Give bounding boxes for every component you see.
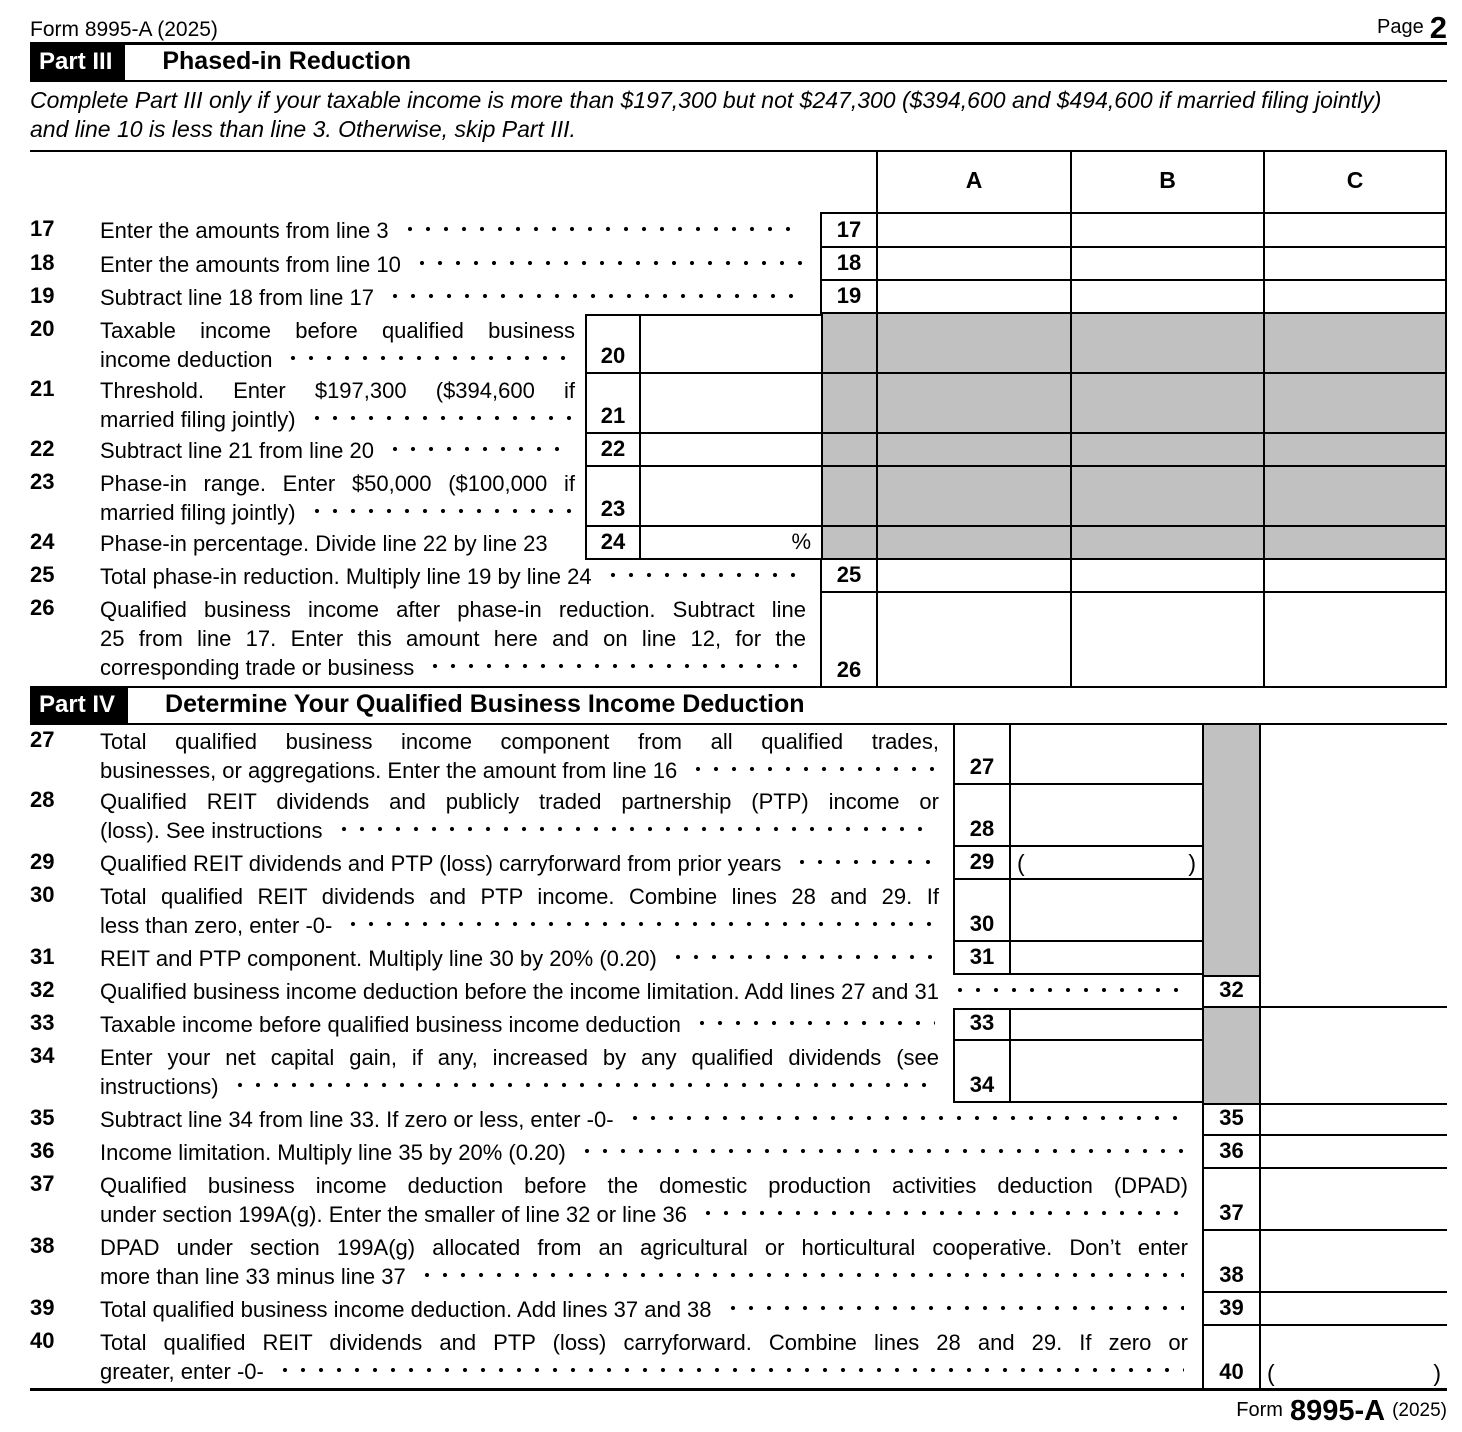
line-number-23: 23 bbox=[30, 469, 55, 494]
form-row-25 bbox=[30, 560, 1447, 593]
row-18-box-number: 18 bbox=[820, 248, 876, 281]
row-19-entry-b[interactable] bbox=[1070, 281, 1263, 314]
row-40-description: Total qualified REIT dividends and PTP (loss) carryforward. Combine lines 28 and 29. If zero or greater, enter -0- bbox=[100, 1330, 1188, 1384]
row-27-entry[interactable] bbox=[1009, 725, 1202, 785]
shaded-cell bbox=[1263, 374, 1447, 434]
row-26-entry-b[interactable] bbox=[1070, 593, 1263, 686]
row-21-description: Threshold. Enter $197,300 ($394,600 if married filing jointly) bbox=[100, 378, 575, 432]
form-row-26 bbox=[30, 593, 1447, 686]
shaded-cell bbox=[876, 467, 1070, 527]
line-number-31: 31 bbox=[30, 944, 55, 969]
line-number-30: 30 bbox=[30, 882, 55, 907]
row-20-box-number: 20 bbox=[585, 314, 639, 374]
form-row-38 bbox=[30, 1231, 1447, 1293]
part3-title: Phased-in Reduction bbox=[162, 47, 411, 75]
row-29-box-number: 29 bbox=[953, 847, 1009, 880]
line-number-27: 27 bbox=[30, 727, 55, 752]
shaded-cell bbox=[1263, 314, 1447, 374]
paren-close: ) bbox=[1188, 850, 1196, 876]
column-header-b: B bbox=[1070, 152, 1263, 214]
line-number-40: 40 bbox=[30, 1328, 55, 1353]
shaded-cell bbox=[821, 314, 876, 374]
line-number-18: 18 bbox=[30, 250, 55, 275]
spacer bbox=[575, 434, 585, 467]
blank-region bbox=[1261, 847, 1447, 880]
paren-close: ) bbox=[1433, 1360, 1441, 1386]
form-id: Form 8995-A (2025) bbox=[30, 18, 218, 41]
form-row-21 bbox=[30, 374, 1447, 434]
row-23-box-number: 23 bbox=[585, 467, 639, 527]
row-31-description: REIT and PTP component. Multiply line 30 by 20% (0.20) bbox=[100, 942, 953, 975]
form-row-36 bbox=[30, 1136, 1447, 1169]
row-17-description: Enter the amounts from line 3 bbox=[100, 214, 820, 248]
instructions-line: Complete Part III only if your taxable income is more than $197,300 but not $247,300 ($394,600 and $494,600 if married filing jointly) bbox=[30, 87, 1382, 113]
row-18-entry-c[interactable] bbox=[1263, 248, 1447, 281]
shaded-cell bbox=[821, 374, 876, 434]
line-number-25: 25 bbox=[30, 562, 55, 587]
row-32-box-number: 32 bbox=[1202, 975, 1261, 1008]
row-22-entry[interactable] bbox=[639, 434, 821, 467]
shaded-cell bbox=[821, 434, 876, 467]
part3-header bbox=[30, 42, 1447, 82]
form-row-19 bbox=[30, 281, 1447, 314]
dotted-leader bbox=[576, 1138, 1184, 1167]
line-number-39: 39 bbox=[30, 1295, 55, 1320]
blank-region bbox=[1261, 942, 1447, 975]
shaded-strip bbox=[1202, 847, 1261, 880]
row-33-description: Taxable income before qualified business income deduction bbox=[100, 1008, 953, 1041]
form-row-17 bbox=[30, 214, 1447, 248]
dotted-leader bbox=[229, 1072, 935, 1101]
form-row-23 bbox=[30, 467, 1447, 527]
row-27-description: Total qualified business income component from all qualified trades, businesses, or aggregations. Enter the amount from line 16 bbox=[100, 729, 939, 783]
dotted-leader bbox=[416, 1262, 1184, 1291]
part3-instructions bbox=[30, 82, 1447, 152]
spacer bbox=[575, 314, 585, 374]
line-number-37: 37 bbox=[30, 1171, 55, 1196]
form-row-31 bbox=[30, 942, 1447, 975]
row-24-entry[interactable] bbox=[639, 527, 821, 560]
dotted-leader bbox=[274, 1357, 1184, 1386]
line-number-26: 26 bbox=[30, 595, 55, 620]
row-30-box-number: 30 bbox=[953, 880, 1009, 942]
row-18-entry-b[interactable] bbox=[1070, 248, 1263, 281]
row-23-entry[interactable] bbox=[639, 467, 821, 527]
shaded-cell bbox=[821, 527, 876, 560]
dotted-leader bbox=[399, 216, 802, 245]
shaded-strip bbox=[1202, 880, 1261, 942]
page-indicator bbox=[1377, 10, 1447, 45]
shaded-cell bbox=[1070, 314, 1263, 374]
part4-label: Part IV bbox=[30, 688, 128, 723]
row-33-entry[interactable] bbox=[1009, 1008, 1202, 1041]
form-row-40 bbox=[30, 1326, 1447, 1388]
column-header-c: C bbox=[1263, 152, 1447, 214]
shaded-cell bbox=[876, 434, 1070, 467]
instructions-line: and line 10 is less than line 3. Otherwise, skip Part III. bbox=[30, 116, 576, 142]
dotted-leader bbox=[697, 1200, 1184, 1229]
form-row-30 bbox=[30, 880, 1447, 942]
page-footer bbox=[30, 1391, 1447, 1425]
line-number-28: 28 bbox=[30, 787, 55, 812]
shaded-strip bbox=[1202, 942, 1261, 975]
form-row-39 bbox=[30, 1293, 1447, 1326]
abc-header-row bbox=[30, 152, 1447, 214]
row-18-entry-a[interactable] bbox=[876, 248, 1070, 281]
row-26-entry-c[interactable] bbox=[1263, 593, 1447, 686]
row-28-box-number: 28 bbox=[953, 785, 1009, 847]
form-row-20 bbox=[30, 314, 1447, 374]
part4-title: Determine Your Qualified Business Income Deduction bbox=[165, 690, 805, 718]
form-row-34 bbox=[30, 1041, 1447, 1103]
row-39-box-number: 39 bbox=[1202, 1293, 1261, 1326]
row-38-box-number: 38 bbox=[1202, 1231, 1261, 1293]
part4-header bbox=[30, 686, 1447, 725]
footer-form-year: (2025) bbox=[1392, 1400, 1447, 1421]
form-row-28 bbox=[30, 785, 1447, 847]
row-20-description: Taxable income before qualified business income deduction bbox=[100, 318, 575, 372]
page-label: Page bbox=[1377, 16, 1424, 38]
row-25-description: Total phase-in reduction. Multiply line 19 by line 24 bbox=[100, 560, 820, 593]
footer-form-number: 8995-A bbox=[1289, 1395, 1386, 1427]
blank-region bbox=[1261, 725, 1447, 785]
row-34-box-number: 34 bbox=[953, 1041, 1009, 1103]
line-number-17: 17 bbox=[30, 216, 55, 241]
blank-region bbox=[1261, 1008, 1447, 1041]
page-header bbox=[30, 0, 1447, 45]
row-25-entry-b[interactable] bbox=[1070, 560, 1263, 593]
row-40-entry[interactable] bbox=[1261, 1326, 1447, 1388]
dotted-leader bbox=[384, 436, 571, 465]
shaded-strip bbox=[1202, 1041, 1261, 1103]
blank-region bbox=[1261, 785, 1447, 847]
paren-open: ( bbox=[1017, 850, 1025, 876]
row-37-description: Qualified business income deduction before the domestic production activities deduction (DPAD) under section 199A(g). Enter the smaller of line 32 or line 36 bbox=[100, 1173, 1188, 1227]
line-number-33: 33 bbox=[30, 1010, 55, 1035]
line-number-36: 36 bbox=[30, 1138, 55, 1163]
row-25-box-number: 25 bbox=[820, 560, 876, 593]
row-26-description: Qualified business income after phase-in reduction. Subtract line 25 from line 17. Enter this amount here and on line 12, for the corresponding trade or business bbox=[100, 597, 806, 680]
row-25-entry-c[interactable] bbox=[1263, 560, 1447, 593]
row-30-description: Total qualified REIT dividends and PTP income. Combine lines 28 and 29. If less than zero, enter -0- bbox=[100, 884, 939, 938]
dotted-leader bbox=[282, 345, 571, 374]
shaded-cell bbox=[821, 467, 876, 527]
shaded-cell bbox=[1263, 467, 1447, 527]
blank-region bbox=[1261, 880, 1447, 942]
row-26-box-number: 26 bbox=[820, 593, 876, 686]
dotted-leader bbox=[791, 849, 935, 878]
row-28-entry[interactable] bbox=[1009, 785, 1202, 847]
form-row-27 bbox=[30, 725, 1447, 785]
footer-form-label: Form bbox=[1236, 1399, 1283, 1421]
part3-label: Part III bbox=[30, 45, 125, 80]
row-17-box-number: 17 bbox=[820, 214, 876, 248]
row-32-description: Qualified business income deduction before the income limitation. Add lines 27 and 31 bbox=[100, 975, 1202, 1008]
row-36-description: Income limitation. Multiply line 35 by 20% (0.20) bbox=[100, 1136, 1202, 1169]
shaded-strip bbox=[1202, 1008, 1261, 1041]
spacer bbox=[575, 527, 585, 560]
page-number: 2 bbox=[1429, 10, 1447, 45]
dotted-leader bbox=[949, 977, 1184, 1006]
shaded-cell bbox=[1263, 434, 1447, 467]
row-31-box-number: 31 bbox=[953, 942, 1009, 975]
percent-suffix: % bbox=[791, 529, 811, 554]
row-18-description: Enter the amounts from line 10 bbox=[100, 248, 820, 281]
spacer bbox=[575, 467, 585, 527]
row-37-entry[interactable] bbox=[1261, 1169, 1447, 1231]
row-34-entry[interactable] bbox=[1009, 1041, 1202, 1103]
line-number-19: 19 bbox=[30, 283, 55, 308]
row-22-box-number: 22 bbox=[585, 434, 639, 467]
row-17-entry-c[interactable] bbox=[1263, 214, 1447, 248]
row-30-entry[interactable] bbox=[1009, 880, 1202, 942]
row-22-description: Subtract line 21 from line 20 bbox=[100, 434, 575, 467]
row-17-entry-b[interactable] bbox=[1070, 214, 1263, 248]
row-29-description: Qualified REIT dividends and PTP (loss) carryforward from prior years bbox=[100, 847, 953, 880]
column-header-a: A bbox=[876, 152, 1070, 214]
row-32-entry[interactable] bbox=[1261, 975, 1447, 1008]
row-19-box-number: 19 bbox=[820, 281, 876, 314]
dotted-leader bbox=[624, 1105, 1184, 1134]
line-number-21: 21 bbox=[30, 376, 55, 401]
dotted-leader bbox=[687, 756, 935, 785]
shaded-cell bbox=[1070, 527, 1263, 560]
row-35-description: Subtract line 34 from line 33. If zero or less, enter -0- bbox=[100, 1103, 1202, 1136]
row-19-description: Subtract line 18 from line 17 bbox=[100, 281, 820, 314]
row-21-entry[interactable] bbox=[639, 374, 821, 434]
shaded-cell bbox=[876, 374, 1070, 434]
row-26-entry-a[interactable] bbox=[876, 593, 1070, 686]
row-28-description: Qualified REIT dividends and publicly traded partnership (PTP) income or (loss). See instructions bbox=[100, 789, 939, 843]
header-box-spacer bbox=[820, 152, 876, 214]
dotted-leader bbox=[411, 250, 802, 279]
row-17-entry-a[interactable] bbox=[876, 214, 1070, 248]
dotted-leader bbox=[306, 405, 571, 434]
row-20-entry[interactable] bbox=[639, 314, 821, 374]
shaded-cell bbox=[1263, 527, 1447, 560]
row-27-box-number: 27 bbox=[953, 725, 1009, 785]
row-24-box-number: 24 bbox=[585, 527, 639, 560]
shaded-cell bbox=[1070, 374, 1263, 434]
dotted-leader bbox=[691, 1010, 935, 1039]
shaded-cell bbox=[1070, 467, 1263, 527]
form-row-35 bbox=[30, 1103, 1447, 1136]
row-29-entry[interactable] bbox=[1009, 847, 1202, 880]
row-40-box-number: 40 bbox=[1202, 1326, 1261, 1388]
row-36-box-number: 36 bbox=[1202, 1136, 1261, 1169]
line-number-38: 38 bbox=[30, 1233, 55, 1258]
line-number-34: 34 bbox=[30, 1043, 55, 1068]
dotted-leader bbox=[333, 816, 935, 845]
shaded-strip bbox=[1202, 725, 1261, 785]
row-38-entry[interactable] bbox=[1261, 1231, 1447, 1293]
line-number-22: 22 bbox=[30, 436, 55, 461]
line-number-32: 32 bbox=[30, 977, 55, 1002]
dotted-leader bbox=[342, 911, 935, 940]
row-24-description: Phase-in percentage. Divide line 22 by line 23 bbox=[100, 531, 548, 556]
row-36-entry[interactable] bbox=[1261, 1136, 1447, 1169]
form-row-32 bbox=[30, 975, 1447, 1008]
dotted-leader bbox=[722, 1295, 1184, 1324]
line-number-20: 20 bbox=[30, 316, 55, 341]
dotted-leader bbox=[602, 562, 802, 591]
dotted-leader bbox=[306, 498, 571, 527]
line-number-35: 35 bbox=[30, 1105, 55, 1130]
row-38-description: DPAD under section 199A(g) allocated from an agricultural or horticultural cooperative. Don’t enter more than line 33 minus line 37 bbox=[100, 1235, 1188, 1289]
spacer bbox=[575, 374, 585, 434]
line-number-24: 24 bbox=[30, 529, 55, 554]
shaded-cell bbox=[1070, 434, 1263, 467]
form-row-33 bbox=[30, 1008, 1447, 1041]
row-37-box-number: 37 bbox=[1202, 1169, 1261, 1231]
row-19-entry-c[interactable] bbox=[1263, 281, 1447, 314]
dotted-leader bbox=[384, 283, 802, 312]
shaded-cell bbox=[876, 527, 1070, 560]
shaded-cell bbox=[876, 314, 1070, 374]
paren-open: ( bbox=[1267, 1360, 1275, 1386]
form-row-18 bbox=[30, 248, 1447, 281]
shaded-strip bbox=[1202, 785, 1261, 847]
row-39-entry[interactable] bbox=[1261, 1293, 1447, 1326]
dotted-leader bbox=[424, 653, 802, 682]
line-number-29: 29 bbox=[30, 849, 55, 874]
row-34-description: Enter your net capital gain, if any, increased by any qualified dividends (see instructions) bbox=[100, 1045, 939, 1099]
blank-region bbox=[1261, 1041, 1447, 1103]
form-row-22 bbox=[30, 434, 1447, 467]
row-35-entry[interactable] bbox=[1261, 1103, 1447, 1136]
dotted-leader bbox=[667, 944, 935, 973]
form-row-24 bbox=[30, 527, 1447, 560]
row-33-box-number: 33 bbox=[953, 1008, 1009, 1041]
form-row-37 bbox=[30, 1169, 1447, 1231]
row-25-entry-a[interactable] bbox=[876, 560, 1070, 593]
row-19-entry-a[interactable] bbox=[876, 281, 1070, 314]
form-row-29 bbox=[30, 847, 1447, 880]
header-spacer bbox=[30, 152, 820, 214]
row-23-description: Phase-in range. Enter $50,000 ($100,000 if married filing jointly) bbox=[100, 471, 575, 525]
row-31-entry[interactable] bbox=[1009, 942, 1202, 975]
row-35-box-number: 35 bbox=[1202, 1103, 1261, 1136]
row-21-box-number: 21 bbox=[585, 374, 639, 434]
row-39-description: Total qualified business income deduction. Add lines 37 and 38 bbox=[100, 1293, 1202, 1326]
